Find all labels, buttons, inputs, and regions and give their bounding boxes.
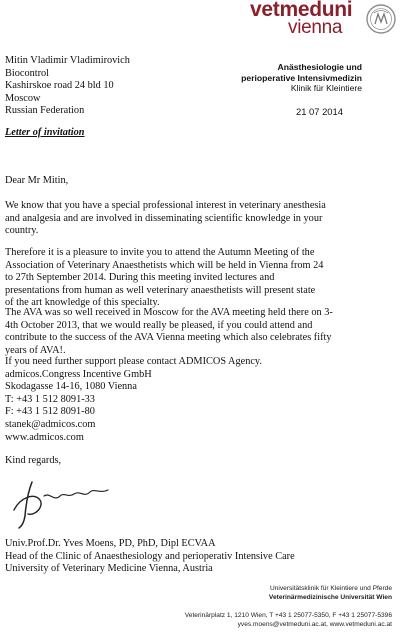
contact-line: admicos.Congress Incentive GmbH: [5, 368, 152, 380]
contact-line: If you need further support please contact ADMICOS Agency.: [5, 356, 262, 367]
paragraph-line: The AVA was so well received in Moscow for the AVA meeting held there on 3-: [5, 307, 333, 318]
letter-subject: Letter of invitation: [5, 127, 85, 138]
paragraph-line: contribute to the success of the AVA Vienna meeting which also celebrates fifty: [5, 332, 332, 344]
paragraph-line: presentations from human as well veterinary anaesthetists will present state: [5, 284, 316, 296]
paragraph-line: Therefore it is a pleasure to invite you to attend the Autumn Meeting of the: [5, 247, 315, 258]
university-seal-icon: [366, 4, 396, 34]
department-line: Klinik für Kleintiere: [290, 83, 362, 93]
university-logo: [250, 0, 398, 46]
paragraph-line: We know that you have a special professional interest in veterinary anesthesia: [5, 200, 326, 211]
recipient-line: Moscow: [5, 92, 41, 104]
logo-line-1: vetmeduni: [250, 0, 353, 21]
footer-address: Veterinärplatz 1, 1210 Wien, T +43 1 25077-5350, F +43 1 25077-5396: [184, 612, 392, 620]
department-block: [241, 62, 362, 94]
contact-website[interactable]: www.admicos.com: [5, 431, 84, 443]
signer-affiliation: University of Veterinary Medicine Vienna, Austria: [5, 563, 213, 575]
footer-university: Veterinärmedizinische Universität Wien: [268, 593, 392, 601]
paragraph-line: to 27th September 2014. During this meeting invited lectures and: [5, 272, 275, 284]
paragraph-line: Association of Veterinary Anaesthetists which will be held in Vienna from 24: [5, 259, 324, 271]
signer-block: [5, 538, 295, 576]
recipient-line: Kashirskoe road 24 bld 10: [5, 80, 114, 92]
body-paragraph: [5, 200, 375, 238]
signer-title: Head of the Clinic of Anaesthesiology and perioperativ Intensive Care: [5, 550, 295, 562]
body-paragraph: [5, 307, 375, 357]
contact-line: Skodagasse 14-16, 1080 Vienna: [5, 381, 137, 393]
department-line: perioperative Intensivmedizin: [241, 72, 362, 83]
department-line: Anästhesiologie und: [277, 62, 362, 72]
paragraph-line: country.: [5, 225, 39, 237]
logo-line-2: vienna: [288, 17, 343, 38]
paragraph-line: 4th October 2013, that we would really be pleased, if you could attend and: [5, 319, 313, 331]
recipient-address: [5, 55, 130, 118]
closing: Kind regards,: [5, 455, 62, 466]
recipient-line: Biocontrol: [5, 67, 50, 79]
signer-name: Univ.Prof.Dr. Yves Moens, PD, PhD, Dipl ECVAA: [5, 538, 216, 549]
contact-line: F: +43 1 512 8091-80: [5, 406, 95, 418]
letter-date: 21 07 2014: [296, 106, 343, 117]
salutation: Dear Mr Mitin,: [5, 175, 69, 186]
paragraph-line: of the art knowledge of this specialty.: [5, 297, 160, 309]
contact-block: [5, 356, 262, 444]
contact-email[interactable]: stanek@admicos.com: [5, 418, 96, 430]
paragraph-line: and analgesia and are involved in disseminating scientific knowledge in your: [5, 212, 323, 224]
footer-clinic: Universitätsklinik für Kleintiere und Pferde: [269, 585, 392, 592]
footer-web[interactable]: yves.moens@vetmeduni.ac.at, www.vetmeduni.ac.at: [237, 620, 392, 628]
recipient-line: Russian Federation: [5, 105, 85, 117]
recipient-line: Mitin Vladimir Vladimirovich: [5, 55, 130, 66]
letterhead-footer: [185, 585, 392, 629]
body-paragraph: [5, 247, 375, 310]
handwritten-signature: [10, 478, 130, 530]
paragraph-line: years of AVA!.: [5, 344, 66, 356]
contact-line: T: +43 1 512 8091-33: [5, 393, 95, 405]
